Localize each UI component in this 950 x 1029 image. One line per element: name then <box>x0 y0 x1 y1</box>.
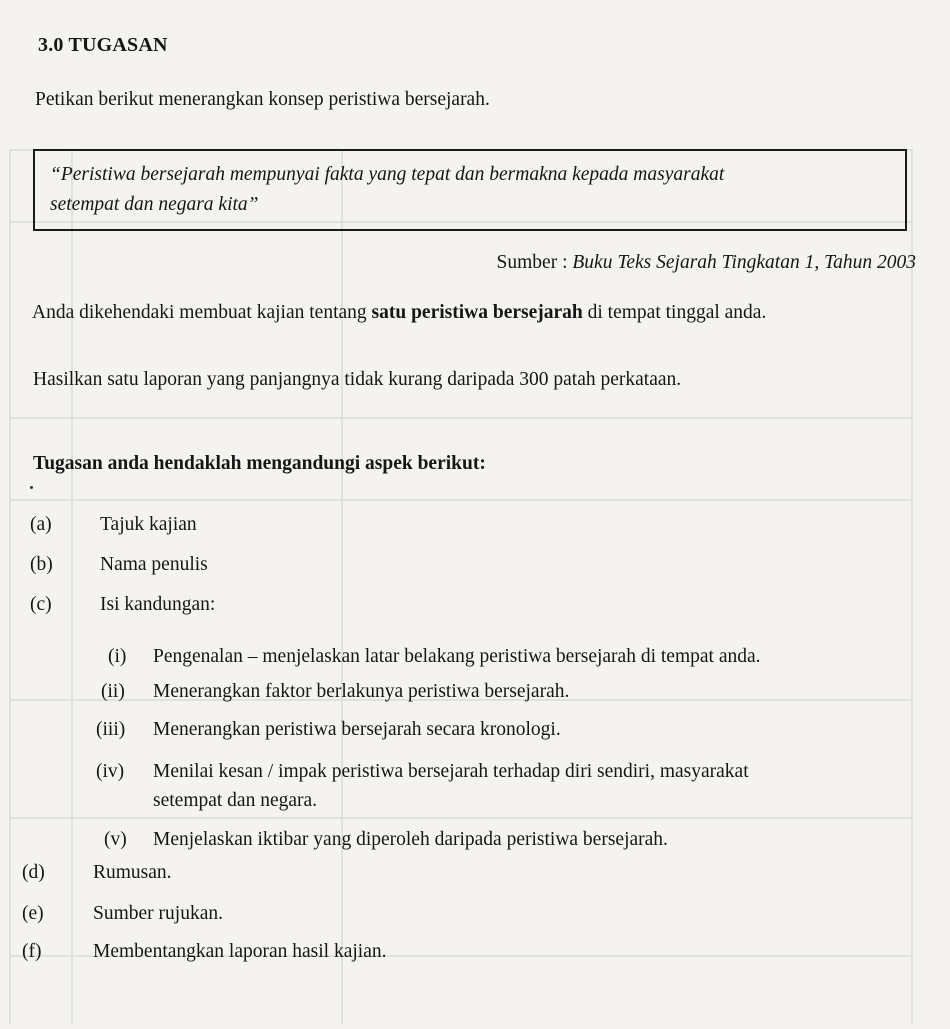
list-text: Nama penulis <box>100 554 208 575</box>
list-text: Tajuk kajian <box>100 514 197 535</box>
sub-list-marker: (iii) <box>96 719 126 740</box>
sub-list-item <box>96 757 908 817</box>
quote-line-1: “Peristiwa bersejarah mempunyai fakta yang tepat dan bermakna kepada masyarakat <box>50 164 725 185</box>
list-marker: (a) <box>30 514 52 535</box>
sub-list-item <box>96 715 896 745</box>
instruction-text-1: Anda dikehendaki membuat kajian tentang <box>32 302 372 323</box>
source-label: Sumber : <box>496 252 573 273</box>
sub-list-text-line-1: Menilai kesan / impak peristiwa bersejarah terhadap diri sendiri, masyarakat <box>153 761 749 782</box>
sub-list-text: Menerangkan faktor berlakunya peristiwa bersejarah. <box>153 681 570 702</box>
list-text: Sumber rujukan. <box>93 903 223 924</box>
quote-box <box>33 149 907 231</box>
sub-list-item <box>101 677 901 707</box>
source-title: Buku Teks Sejarah Tingkatan 1, Tahun 2003 <box>572 252 916 273</box>
sub-list-item <box>108 642 908 672</box>
sub-list-item <box>104 825 904 855</box>
sub-list-text-line-2: setempat dan negara. <box>153 790 318 811</box>
quote-source <box>497 252 916 274</box>
section-title: 3.0 TUGASAN <box>38 34 168 56</box>
list-text: Isi kandungan: <box>100 594 216 615</box>
sub-list-text: Pengenalan – menjelaskan latar belakang peristiwa bersejarah di tempat anda. <box>153 646 761 667</box>
report-instruction: Hasilkan satu laporan yang panjangnya tidak kurang daripada 300 patah perkataan. <box>33 369 682 390</box>
sub-list-marker: (i) <box>108 646 127 667</box>
quote-line-2: setempat dan negara kita” <box>50 194 259 215</box>
instruction-bold: satu peristiwa bersejarah <box>371 302 583 323</box>
list-marker: (e) <box>22 903 44 924</box>
list-text: Rumusan. <box>93 862 172 883</box>
sub-list-marker: (v) <box>104 829 127 850</box>
intro-text: Petikan berikut menerangkan konsep peristiwa bersejarah. <box>35 89 490 110</box>
sub-list-text: Menjelaskan iktibar yang diperoleh daripada peristiwa bersejarah. <box>153 829 668 850</box>
list-marker: (c) <box>30 594 52 615</box>
task-heading: Tugasan anda hendaklah mengandungi aspek berikut: <box>33 453 486 474</box>
list-marker: (b) <box>30 554 53 575</box>
list-text: Membentangkan laporan hasil kajian. <box>93 941 387 962</box>
list-marker: (f) <box>22 941 42 962</box>
instruction-paragraph <box>32 299 912 326</box>
sub-list-marker: (ii) <box>101 681 125 702</box>
instruction-text-2: di tempat tinggal anda. <box>582 302 767 323</box>
sub-list-text: Menerangkan peristiwa bersejarah secara kronologi. <box>153 719 561 740</box>
sub-list-marker: (iv) <box>96 761 125 782</box>
stray-dot <box>30 486 33 489</box>
list-marker: (d) <box>22 862 45 883</box>
